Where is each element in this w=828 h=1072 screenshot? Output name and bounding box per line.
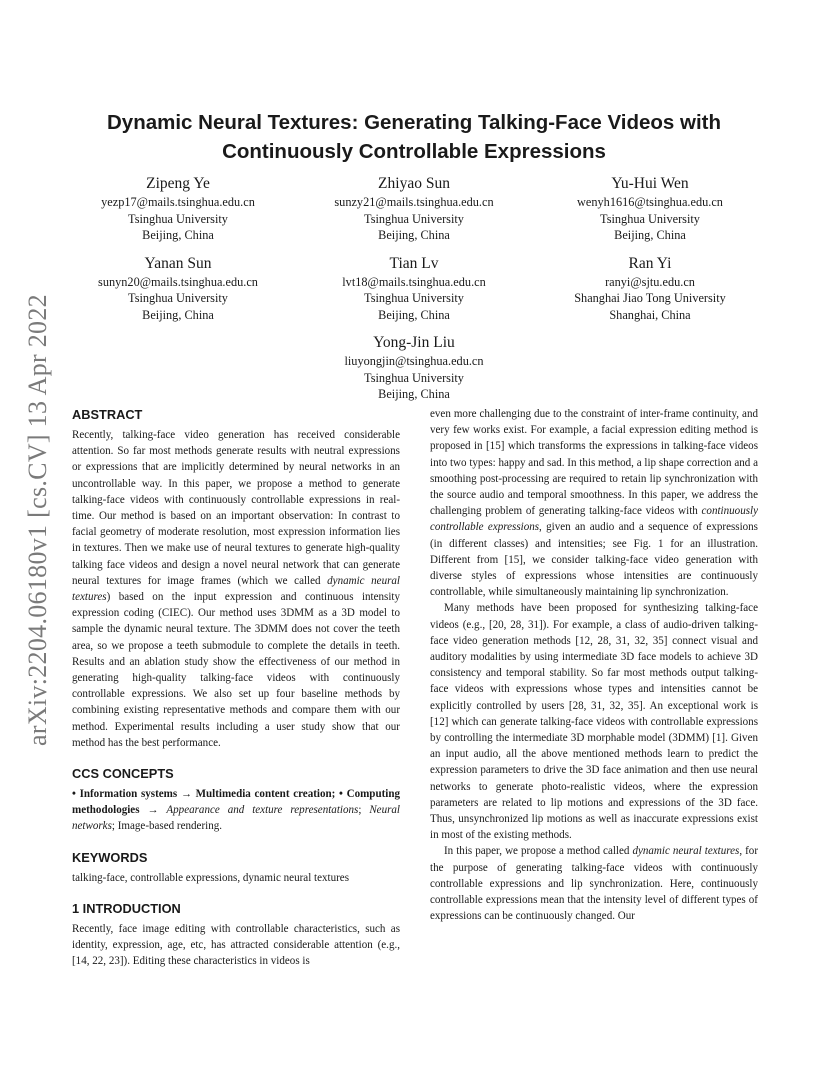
author-card (60, 254, 296, 324)
introduction-paragraph (430, 406, 758, 600)
author-affiliation: Tsinghua University (600, 211, 700, 226)
author-email: sunyn20@mails.tsinghua.edu.cn (98, 274, 258, 289)
author-location: Beijing, China (142, 228, 214, 242)
author-name: Tian Lv (389, 254, 439, 272)
arxiv-label: arXiv:2204.06180v1 [cs.CV] 13 Apr 2022 (23, 294, 52, 746)
author-affiliation: Tsinghua University (364, 211, 464, 226)
keywords-heading: KEYWORDS (72, 849, 148, 865)
author-name: Yu-Hui Wen (611, 175, 689, 192)
paper-title: Dynamic Neural Textures: Generating Talking-Face Videos with Continuously Controllable Expressions (106, 111, 722, 163)
paragraph-emphasis: continuously controllable expressions (430, 505, 758, 534)
ccs-concept: ; • Computing methodologies → (72, 788, 401, 817)
author-card (296, 254, 532, 324)
paragraph-part: In this paper, we propose a method called (444, 845, 633, 858)
abstract-heading: ABSTRACT (72, 407, 143, 422)
author-card (296, 174, 532, 244)
paragraph-part: , for the purpose of generating talking-face videos with continuously controllable expressions and lip synchronization. Here, continuously controllable expressions mean that the intensity level of different types of expressions can be continuously changed. Our (430, 845, 758, 923)
author-card (532, 174, 768, 244)
author-email: liuyongjin@tsinghua.edu.cn (344, 354, 484, 368)
author-location: Beijing, China (614, 228, 686, 242)
author-row (60, 254, 768, 324)
author-name: Ran Yi (628, 254, 672, 272)
author-name: Yanan Sun (144, 254, 212, 272)
author-affiliation: Tsinghua University (128, 291, 228, 305)
author-name: Zhiyao Sun (378, 175, 450, 192)
author-affiliation: Shanghai Jiao Tong University (574, 291, 726, 305)
left-column (72, 406, 400, 969)
author-name: Zipeng Ye (146, 175, 210, 192)
author-location: Beijing, China (378, 228, 450, 242)
author-location: Beijing, China (378, 307, 450, 322)
author-row (60, 333, 768, 403)
author-email: ranyi@sjtu.edu.cn (605, 274, 695, 289)
abstract-emphasis: dynamic neural textures (72, 574, 400, 604)
ccs-concept: Appearance and texture representations (166, 804, 359, 817)
author-card (60, 174, 296, 244)
paragraph-emphasis: dynamic neural textures (632, 845, 740, 858)
introduction-paragraph: Many methods have been proposed for synthesizing talking-face videos (e.g., [20, 28, 31]). For example, a class of audio-driven talking-face video generation methods [12, 28, 31, 32, 35] connect visual and auditory modalities by using intermediate 3D face models to achieve 3D consistency and temporal stability. So far most methods output talking-face videos with expressions whose types and intensities cannot be explicitly controlled by users [28, 31, 32, 35]. An exceptional work is [12] which can generate talking-face videos with controllable expressions by controlling the intermediate 3D morphable model (3DMM) [1]. Given an input audio, all the above mentioned methods learn to predict the expression parameters to drive the 3D face animation and then use neural networks to generate photo-realistic videos, where the expression parameters are related to lip motions and expressions of the 3D face. Thus, unsynchronized lip motions as well as inaccurate expressions exist in most of the existing methods. (430, 602, 758, 842)
ccs-text (72, 786, 400, 835)
arxiv-identifier (20, 280, 56, 760)
introduction-text-left: Recently, face image editing with controllable characteristics, such as identity, expression, age, etc, has attracted considerable attention (e.g., [14, 22, 23]). Editing these characteristics in videos is (72, 922, 400, 968)
ccs-separator: ; (358, 804, 370, 817)
keywords-text: talking-face, controllable expressions, dynamic neural textures (72, 871, 349, 884)
author-row (60, 174, 768, 244)
author-email: lvt18@mails.tsinghua.edu.cn (342, 274, 486, 289)
author-email: sunzy21@mails.tsinghua.edu.cn (334, 195, 494, 209)
author-card (532, 254, 768, 324)
author-location: Beijing, China (378, 387, 450, 401)
author-block (60, 174, 768, 413)
abstract-text (72, 427, 400, 751)
author-email: wenyh1616@tsinghua.edu.cn (577, 195, 723, 209)
author-card (296, 333, 532, 403)
paragraph-part: even more challenging due to the constraint of inter-frame continuity, and very few works exist. For example, a facial expression editing method is proposed in [15] which transforms the expressions in talking-face videos into two types: happy and sad. In this method, a lip shape correction and a smoothing post-processing are required to retain lip synchronization with the source audio and temporal smoothness. In this paper, we address the challenging problem of generating talking-face videos with (430, 408, 758, 518)
ccs-concept: ; Image-based rendering. (111, 820, 223, 833)
paragraph-part: , given an audio and a sequence of expressions (in different classes) and intensities; see Fig. 1 for an illustration. Different from [15], we consider talking-face video generation with diverse styles of expressions whose intensities are continuously controllable, while simultaneously maintaining lip synchronization. (430, 521, 758, 599)
author-location: Shanghai, China (609, 307, 691, 322)
author-name: Yong-Jin Liu (373, 334, 455, 351)
author-affiliation: Tsinghua University (364, 291, 464, 305)
introduction-paragraph (430, 843, 758, 924)
author-location: Beijing, China (142, 307, 214, 322)
author-affiliation: Tsinghua University (128, 211, 228, 226)
introduction-heading: 1 INTRODUCTION (72, 900, 181, 916)
abstract-text-part: ) based on the input expression and continuous intensity expression coding (CIEC). Our method uses 3DMM as a 3D model to sample the dynamic neural texture. The 3DMM does not cover the teeth area, so we propose a teeth submodule to complete the details in teeth. Results and an ablation study show the effectiveness of our method in generating high-quality talking-face videos with continuously controllable expressions. We also set up four baseline methods by combining existing representative methods and compare them with our method. Experimental results including a user study show that our method has the best performance. (72, 591, 400, 749)
ccs-heading: CCS CONCEPTS (72, 766, 174, 782)
abstract-text-part: Recently, talking-face video generation has received considerable attention. So far most methods generate results with neutral expressions or expressions that are implicitly determined by neural networks in an uncontrollable way. In this paper, we propose a method to generate talking-face videos with continuously controllable expressions in real-time. Our method is based on an important observation: In contrast to facial geometry of moderate resolution, most expression information lies in textures. Then we make use of neural textures to generate high-quality talking face videos and design a novel neural network that can generate neural textures for image frames (which we called (72, 429, 400, 587)
author-affiliation: Tsinghua University (364, 370, 464, 385)
ccs-concept: • Information systems → Multimedia content creation (72, 788, 332, 801)
ccs-concept: Neural networks (72, 804, 400, 833)
right-column (430, 406, 758, 925)
author-email: yezp17@mails.tsinghua.edu.cn (101, 195, 255, 209)
